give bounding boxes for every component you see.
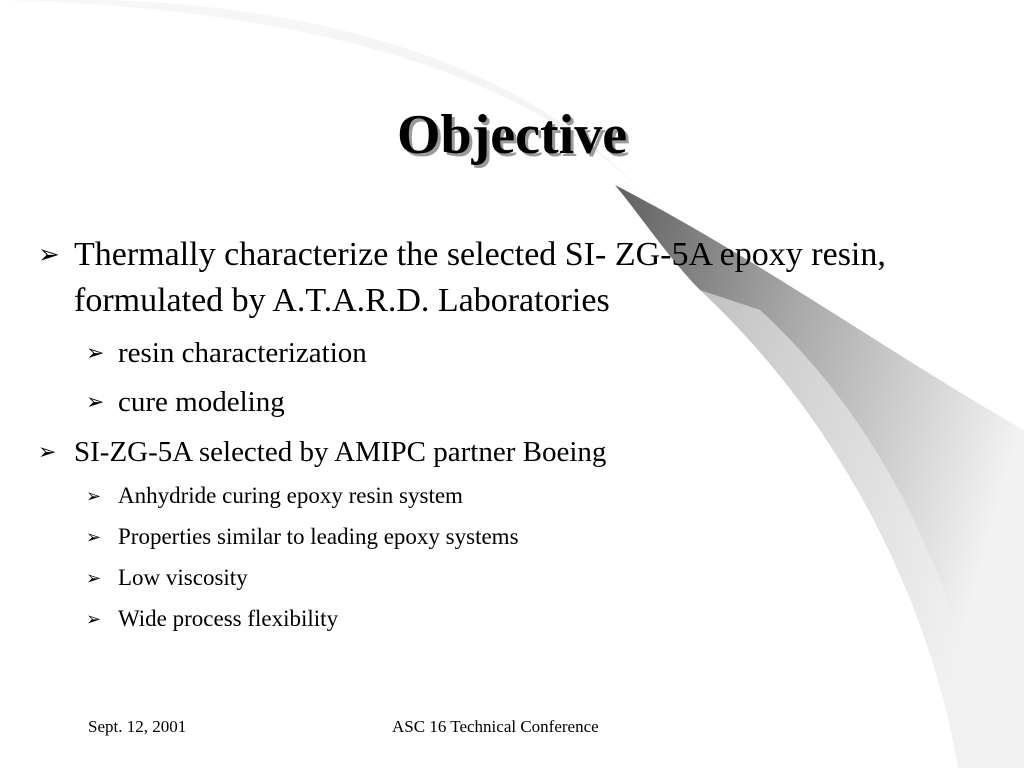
slide-title: Objective xyxy=(396,104,628,166)
bullet-level2 xyxy=(86,521,886,553)
arrow-bullet-icon: ➢ xyxy=(86,389,105,414)
arrow-bullet-icon: ➢ xyxy=(86,609,102,629)
bullet-text: Properties similar to leading epoxy systems xyxy=(118,524,519,549)
arrow-bullet-icon: ➢ xyxy=(86,527,102,547)
footer-conference: ASC 16 Technical Conference xyxy=(392,717,599,736)
bullet-level2 xyxy=(86,382,886,422)
bullet-text: Thermally characterize the selected SI- ZG-5A epoxy resin, formulated by A.T.A.R.D. Laboratories xyxy=(74,236,886,319)
bullet-level2 xyxy=(86,333,886,373)
bullet-text: cure modeling xyxy=(118,386,285,418)
bullet-text: Anhydride curing epoxy resin system xyxy=(118,483,463,508)
bullet-level1 xyxy=(38,232,938,324)
bullet-level1 xyxy=(38,432,938,472)
bullet-text: SI-ZG-5A selected by AMIPC partner Boeing xyxy=(74,436,607,468)
arrow-bullet-icon: ➢ xyxy=(86,340,105,365)
arrow-bullet-icon: ➢ xyxy=(86,486,102,506)
bullet-level2 xyxy=(86,562,886,594)
arrow-bullet-icon: ➢ xyxy=(38,240,60,269)
bullet-level2 xyxy=(86,480,886,512)
bullet-text: Low viscosity xyxy=(118,565,248,590)
bullet-text: resin characterization xyxy=(118,337,367,369)
bullet-text: Wide process flexibility xyxy=(118,606,339,631)
bullet-level2 xyxy=(86,603,886,635)
footer-date: Sept. 12, 2001 xyxy=(88,717,187,736)
arrow-bullet-icon: ➢ xyxy=(38,439,57,464)
arrow-bullet-icon: ➢ xyxy=(86,568,102,588)
